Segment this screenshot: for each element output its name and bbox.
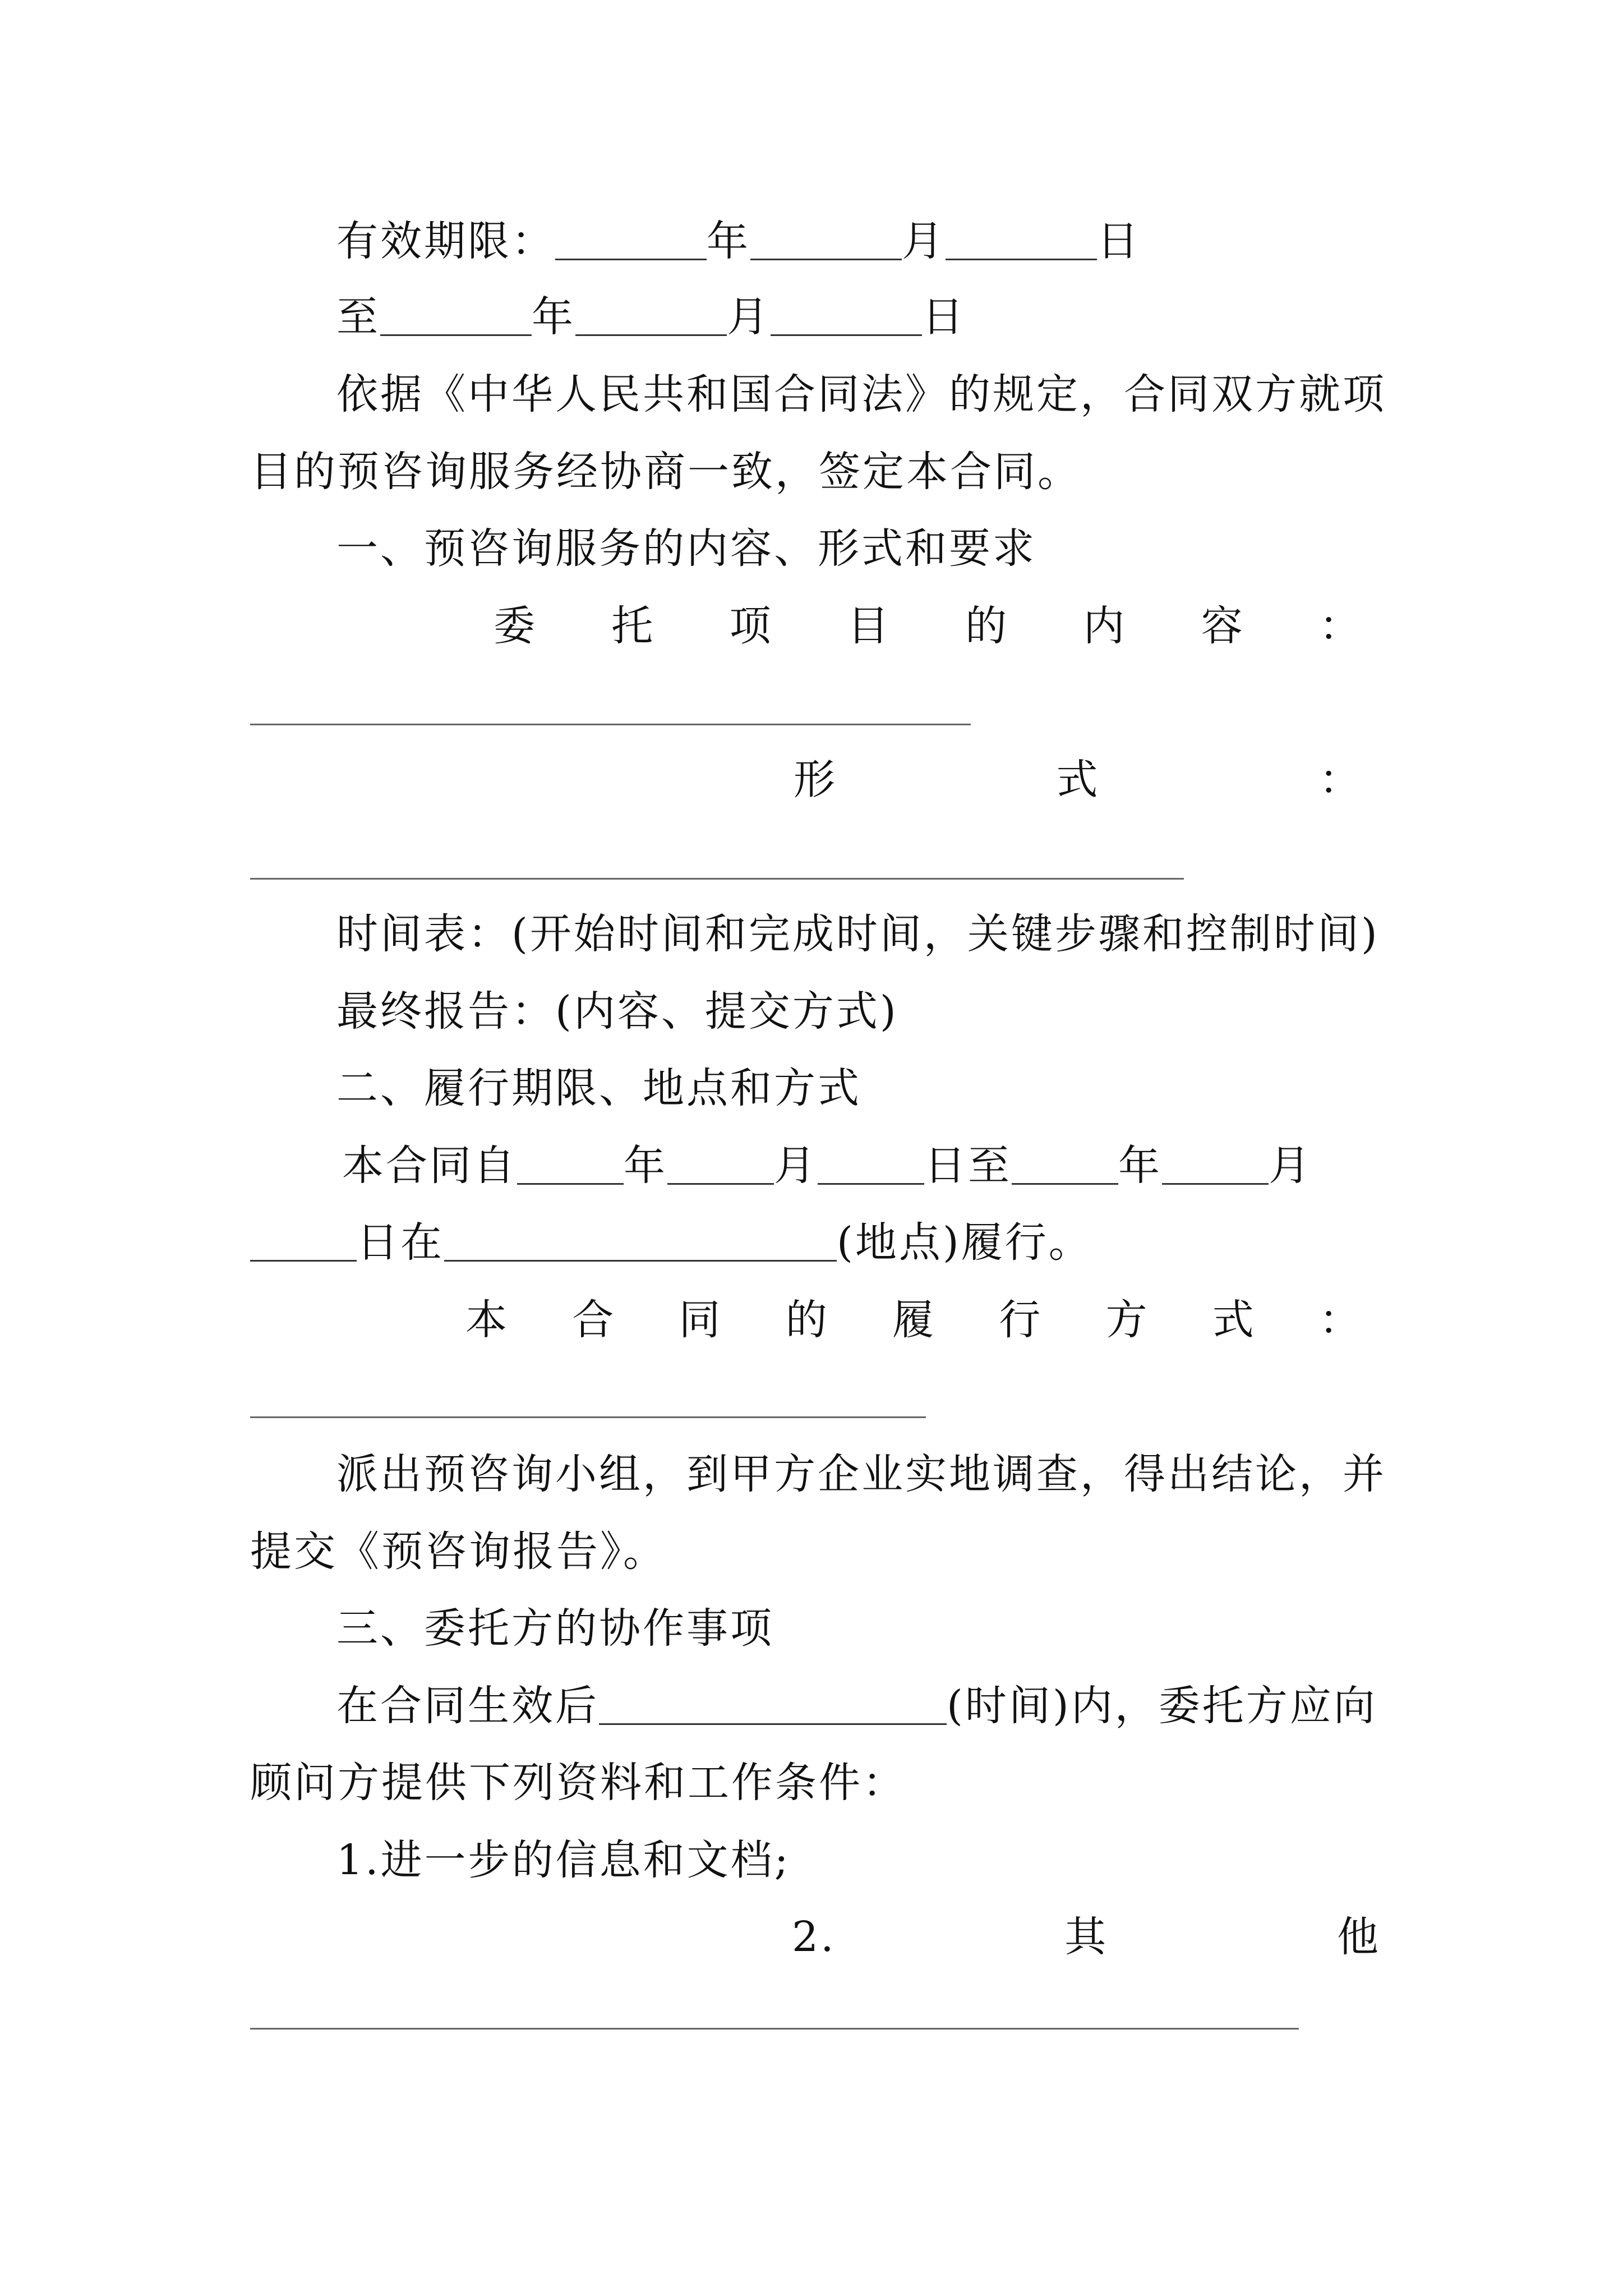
intro-line-2: 目的预咨询服务经协商一致，签定本合同。 [250, 448, 1081, 496]
section1-heading: 一、预咨询服务的内容、形式和要求 [336, 524, 1036, 573]
place-line: 日在 (地点)履行。 [250, 1209, 1394, 1276]
blank-time[interactable] [599, 1686, 947, 1725]
blank-day[interactable] [771, 297, 922, 336]
blank-month[interactable] [575, 297, 727, 336]
content-blank-line[interactable] [250, 724, 971, 725]
blank-year[interactable] [555, 221, 707, 260]
item-2-label: 2. 其 他 [792, 1913, 1381, 1961]
blank-start-month[interactable] [667, 1145, 774, 1185]
method-line-1: 派出预咨询小组，到甲方企业实地调查，得出结论，并 [336, 1450, 1386, 1498]
blank-end-year[interactable] [1012, 1145, 1118, 1185]
section3-line-1: 在合同生效后 (时间)内，委托方应向 [336, 1682, 1377, 1730]
validity-label: 有效期限： [336, 217, 555, 265]
section3-line-2: 顾问方提供下列资料和工作条件： [250, 1759, 906, 1807]
section3-heading: 三、委托方的协作事项 [336, 1604, 774, 1653]
section2-heading: 二、履行期限、地点和方式 [336, 1064, 861, 1112]
blank-end-month[interactable] [1162, 1145, 1269, 1185]
form-blank-line[interactable] [250, 878, 1184, 880]
blank-start-day[interactable] [818, 1145, 924, 1185]
method-blank-line[interactable] [250, 1416, 926, 1418]
blank-end-day[interactable] [250, 1222, 357, 1262]
form-label: 形 式 ： [794, 756, 1363, 804]
blank-day[interactable] [946, 221, 1097, 260]
intro-line-1: 依据《中华人民共和国合同法》的规定，合同双方就项 [336, 370, 1386, 418]
validity-line-1: 有效期限： 年 月 日 [336, 217, 1141, 265]
method-line-2: 提交《预咨询报告》。 [250, 1527, 667, 1576]
report-line: 最终报告：(内容、提交方式) [336, 987, 898, 1036]
content-label: 委 托 项 目 的 内 容 ： [494, 602, 1363, 650]
schedule-line: 时间表：(开始时间和完成时间，关键步骤和控制时间) [336, 910, 1380, 958]
term-line: 本合同自 年 月 日至 年 月 [342, 1142, 1312, 1190]
item-2-blank-line[interactable] [250, 2028, 1299, 2030]
blank-year[interactable] [380, 297, 532, 336]
validity-line-2: 至 年 月 日 [336, 293, 966, 341]
blank-month[interactable] [750, 221, 902, 260]
blank-start-year[interactable] [517, 1145, 624, 1185]
method-label: 本 合 同 的 履 行 方 式 ： [465, 1296, 1363, 1344]
blank-place[interactable] [444, 1222, 837, 1262]
item-1: 1.进一步的信息和文档; [336, 1836, 791, 1884]
